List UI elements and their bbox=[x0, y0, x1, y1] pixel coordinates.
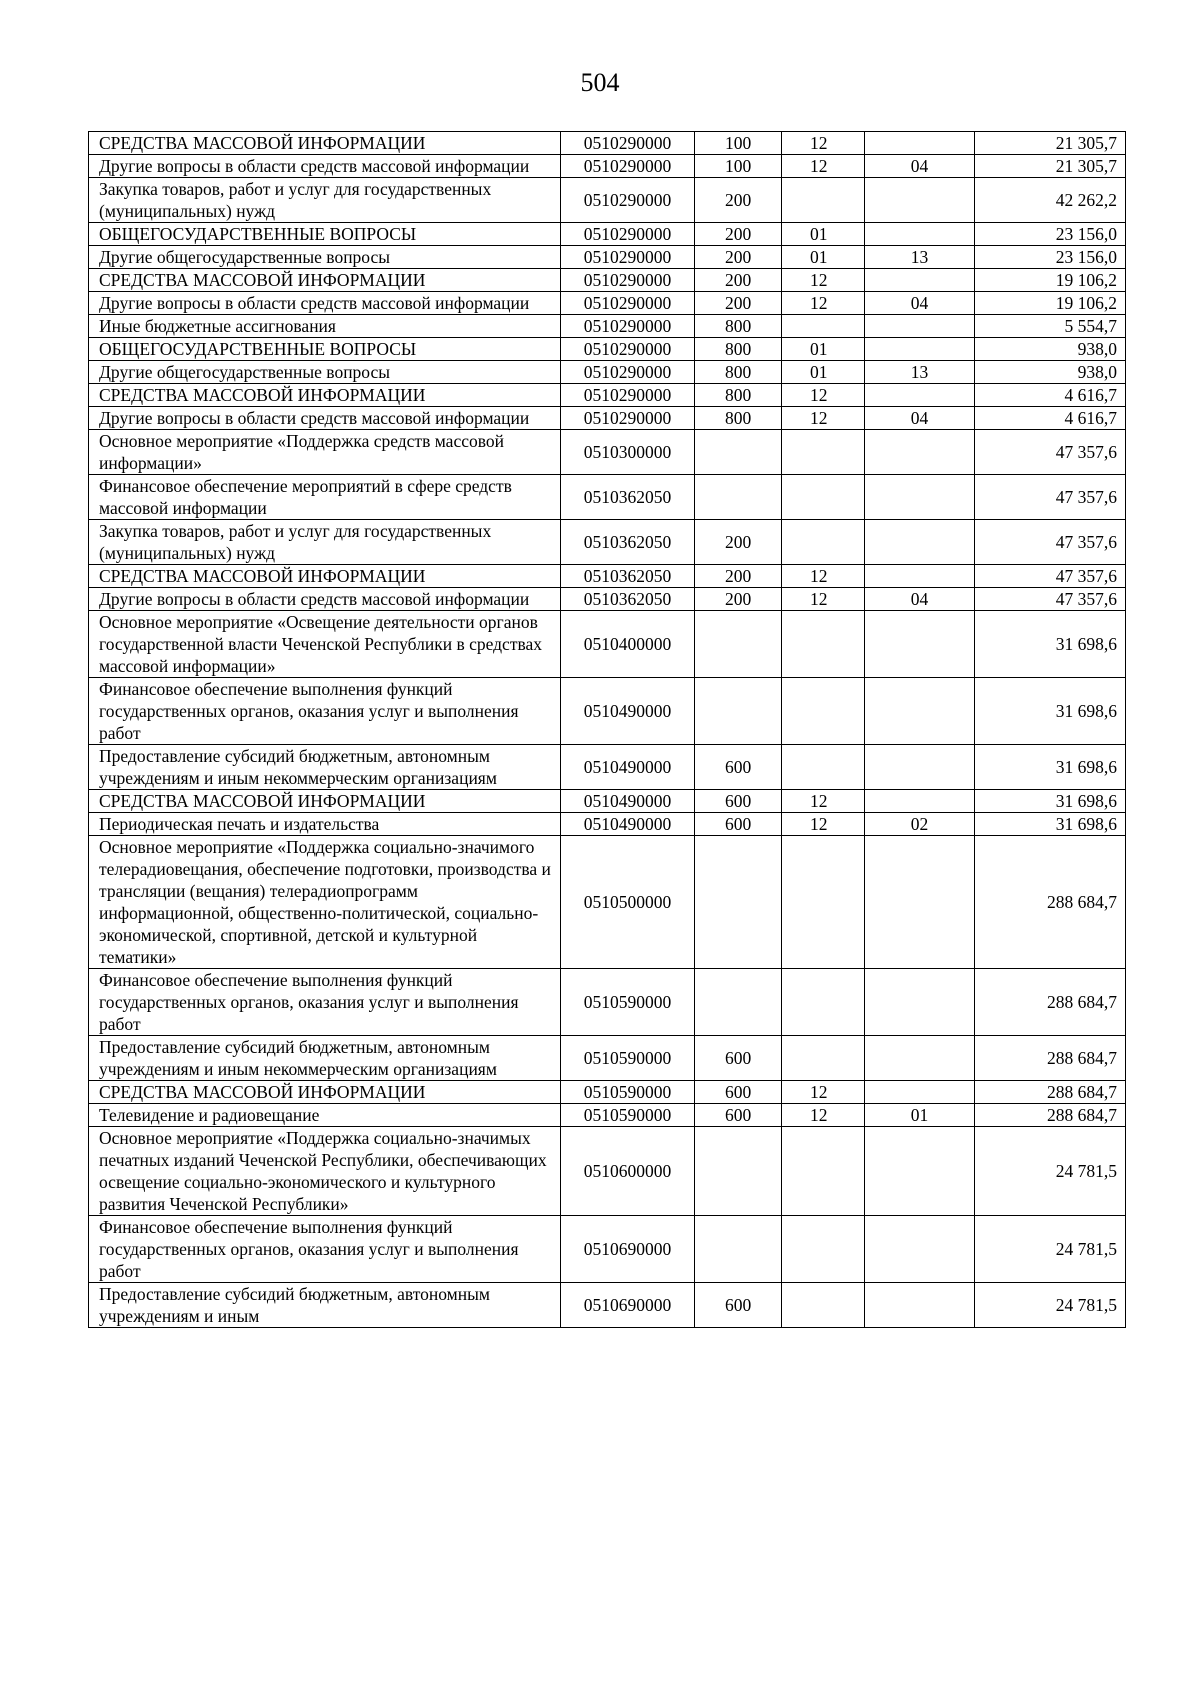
amount-cell: 938,0 bbox=[975, 338, 1126, 361]
row-name-cell: Финансовое обеспечение мероприятий в сфере средств массовой информации bbox=[89, 475, 561, 520]
section-cell bbox=[782, 520, 865, 565]
subsection-cell bbox=[865, 790, 975, 813]
subsection-cell bbox=[865, 1127, 975, 1216]
section-cell: 12 bbox=[782, 588, 865, 611]
row-name-cell: Закупка товаров, работ и услуг для государственных (муниципальных) нужд bbox=[89, 520, 561, 565]
target-article-cell: 0510590000 bbox=[561, 1081, 695, 1104]
subsection-cell bbox=[865, 384, 975, 407]
target-article-cell: 0510290000 bbox=[561, 132, 695, 155]
section-cell bbox=[782, 315, 865, 338]
row-name-cell: Другие общегосударственные вопросы bbox=[89, 361, 561, 384]
expense-type-cell bbox=[695, 611, 782, 678]
table-row bbox=[89, 384, 1126, 407]
subsection-cell bbox=[865, 836, 975, 969]
target-article-cell: 0510690000 bbox=[561, 1283, 695, 1328]
expense-type-cell bbox=[695, 1216, 782, 1283]
target-article-cell: 0510400000 bbox=[561, 611, 695, 678]
row-name-cell: Основное мероприятие «Освещение деятельности органов государственной власти Чеченской Республики в средствах массовой информации» bbox=[89, 611, 561, 678]
target-article-cell: 0510290000 bbox=[561, 178, 695, 223]
subsection-cell bbox=[865, 520, 975, 565]
amount-cell: 4 616,7 bbox=[975, 384, 1126, 407]
target-article-cell: 0510500000 bbox=[561, 836, 695, 969]
subsection-cell bbox=[865, 678, 975, 745]
row-name-cell: Основное мероприятие «Поддержка средств массовой информации» bbox=[89, 430, 561, 475]
expense-type-cell: 800 bbox=[695, 361, 782, 384]
subsection-cell bbox=[865, 315, 975, 338]
subsection-cell bbox=[865, 1283, 975, 1328]
table-row bbox=[89, 745, 1126, 790]
target-article-cell: 0510590000 bbox=[561, 1036, 695, 1081]
amount-cell: 31 698,6 bbox=[975, 813, 1126, 836]
section-cell: 01 bbox=[782, 338, 865, 361]
amount-cell: 47 357,6 bbox=[975, 588, 1126, 611]
target-article-cell: 0510362050 bbox=[561, 588, 695, 611]
amount-cell: 47 357,6 bbox=[975, 565, 1126, 588]
table-row bbox=[89, 223, 1126, 246]
subsection-cell bbox=[865, 475, 975, 520]
subsection-cell: 04 bbox=[865, 292, 975, 315]
row-name-cell: СРЕДСТВА МАССОВОЙ ИНФОРМАЦИИ bbox=[89, 565, 561, 588]
target-article-cell: 0510290000 bbox=[561, 246, 695, 269]
subsection-cell bbox=[865, 1081, 975, 1104]
target-article-cell: 0510290000 bbox=[561, 384, 695, 407]
expense-type-cell: 200 bbox=[695, 292, 782, 315]
section-cell: 12 bbox=[782, 384, 865, 407]
subsection-cell bbox=[865, 745, 975, 790]
section-cell bbox=[782, 1283, 865, 1328]
expense-type-cell: 600 bbox=[695, 1104, 782, 1127]
amount-cell: 24 781,5 bbox=[975, 1127, 1126, 1216]
target-article-cell: 0510362050 bbox=[561, 475, 695, 520]
table-row bbox=[89, 155, 1126, 178]
amount-cell: 288 684,7 bbox=[975, 1081, 1126, 1104]
row-name-cell: ОБЩЕГОСУДАРСТВЕННЫЕ ВОПРОСЫ bbox=[89, 223, 561, 246]
row-name-cell: СРЕДСТВА МАССОВОЙ ИНФОРМАЦИИ bbox=[89, 384, 561, 407]
section-cell: 12 bbox=[782, 565, 865, 588]
expense-type-cell: 100 bbox=[695, 132, 782, 155]
expense-type-cell: 600 bbox=[695, 1036, 782, 1081]
table-row bbox=[89, 611, 1126, 678]
table-row bbox=[89, 565, 1126, 588]
section-cell bbox=[782, 178, 865, 223]
table-row bbox=[89, 292, 1126, 315]
target-article-cell: 0510290000 bbox=[561, 269, 695, 292]
target-article-cell: 0510290000 bbox=[561, 223, 695, 246]
target-article-cell: 0510300000 bbox=[561, 430, 695, 475]
target-article-cell: 0510290000 bbox=[561, 361, 695, 384]
subsection-cell bbox=[865, 269, 975, 292]
expense-type-cell: 800 bbox=[695, 407, 782, 430]
row-name-cell: Другие вопросы в области средств массовой информации bbox=[89, 407, 561, 430]
amount-cell: 47 357,6 bbox=[975, 520, 1126, 565]
table-row bbox=[89, 338, 1126, 361]
table-row bbox=[89, 520, 1126, 565]
section-cell: 12 bbox=[782, 1104, 865, 1127]
row-name-cell: Другие общегосударственные вопросы bbox=[89, 246, 561, 269]
subsection-cell: 13 bbox=[865, 246, 975, 269]
row-name-cell: Иные бюджетные ассигнования bbox=[89, 315, 561, 338]
section-cell bbox=[782, 969, 865, 1036]
section-cell bbox=[782, 611, 865, 678]
amount-cell: 24 781,5 bbox=[975, 1216, 1126, 1283]
table-row bbox=[89, 475, 1126, 520]
expense-type-cell: 800 bbox=[695, 338, 782, 361]
subsection-cell: 01 bbox=[865, 1104, 975, 1127]
row-name-cell: Основное мероприятие «Поддержка социально-значимого телерадиовещания, обеспечение подготовки, производства и трансляции (вещания) телерадиопрограмм информационной, общественно-политической, социально-экономической, спортивной, детской и культурной тематики» bbox=[89, 836, 561, 969]
amount-cell: 21 305,7 bbox=[975, 132, 1126, 155]
row-name-cell: СРЕДСТВА МАССОВОЙ ИНФОРМАЦИИ bbox=[89, 269, 561, 292]
expense-type-cell: 600 bbox=[695, 1081, 782, 1104]
row-name-cell: СРЕДСТВА МАССОВОЙ ИНФОРМАЦИИ bbox=[89, 1081, 561, 1104]
subsection-cell bbox=[865, 611, 975, 678]
expense-type-cell: 800 bbox=[695, 315, 782, 338]
table-row bbox=[89, 132, 1126, 155]
table-row bbox=[89, 1081, 1126, 1104]
amount-cell: 19 106,2 bbox=[975, 292, 1126, 315]
target-article-cell: 0510362050 bbox=[561, 520, 695, 565]
amount-cell: 23 156,0 bbox=[975, 246, 1126, 269]
row-name-cell: ОБЩЕГОСУДАРСТВЕННЫЕ ВОПРОСЫ bbox=[89, 338, 561, 361]
amount-cell: 47 357,6 bbox=[975, 430, 1126, 475]
subsection-cell: 02 bbox=[865, 813, 975, 836]
expense-type-cell: 600 bbox=[695, 745, 782, 790]
expense-type-cell: 200 bbox=[695, 178, 782, 223]
row-name-cell: Предоставление субсидий бюджетным, автономным учреждениям и иным некоммерческим организациям bbox=[89, 745, 561, 790]
row-name-cell: Предоставление субсидий бюджетным, автономным учреждениям и иным некоммерческим организациям bbox=[89, 1036, 561, 1081]
target-article-cell: 0510290000 bbox=[561, 407, 695, 430]
target-article-cell: 0510290000 bbox=[561, 292, 695, 315]
amount-cell: 288 684,7 bbox=[975, 1104, 1126, 1127]
expense-type-cell: 800 bbox=[695, 384, 782, 407]
row-name-cell: Периодическая печать и издательства bbox=[89, 813, 561, 836]
expense-type-cell: 200 bbox=[695, 269, 782, 292]
row-name-cell: Другие вопросы в области средств массовой информации bbox=[89, 588, 561, 611]
table-row bbox=[89, 430, 1126, 475]
table-body bbox=[89, 132, 1126, 1328]
expense-type-cell: 600 bbox=[695, 790, 782, 813]
subsection-cell: 04 bbox=[865, 155, 975, 178]
expense-type-cell: 100 bbox=[695, 155, 782, 178]
section-cell: 12 bbox=[782, 407, 865, 430]
target-article-cell: 0510600000 bbox=[561, 1127, 695, 1216]
expense-type-cell: 200 bbox=[695, 520, 782, 565]
table-row bbox=[89, 178, 1126, 223]
section-cell: 12 bbox=[782, 790, 865, 813]
target-article-cell: 0510490000 bbox=[561, 790, 695, 813]
section-cell: 12 bbox=[782, 1081, 865, 1104]
target-article-cell: 0510590000 bbox=[561, 1104, 695, 1127]
row-name-cell: Финансовое обеспечение выполнения функций государственных органов, оказания услуг и выполнения работ bbox=[89, 678, 561, 745]
section-cell bbox=[782, 678, 865, 745]
target-article-cell: 0510362050 bbox=[561, 565, 695, 588]
table-row bbox=[89, 246, 1126, 269]
table-row bbox=[89, 315, 1126, 338]
section-cell bbox=[782, 475, 865, 520]
amount-cell: 288 684,7 bbox=[975, 1036, 1126, 1081]
row-name-cell: Финансовое обеспечение выполнения функций государственных органов, оказания услуг и выполнения работ bbox=[89, 1216, 561, 1283]
row-name-cell: Предоставление субсидий бюджетным, автономным учреждениям и иным bbox=[89, 1283, 561, 1328]
row-name-cell: СРЕДСТВА МАССОВОЙ ИНФОРМАЦИИ bbox=[89, 790, 561, 813]
target-article-cell: 0510290000 bbox=[561, 338, 695, 361]
target-article-cell: 0510490000 bbox=[561, 813, 695, 836]
expense-type-cell bbox=[695, 1127, 782, 1216]
section-cell: 01 bbox=[782, 246, 865, 269]
amount-cell: 24 781,5 bbox=[975, 1283, 1126, 1328]
subsection-cell bbox=[865, 178, 975, 223]
section-cell: 12 bbox=[782, 292, 865, 315]
amount-cell: 23 156,0 bbox=[975, 223, 1126, 246]
table-row bbox=[89, 1127, 1126, 1216]
table-row bbox=[89, 361, 1126, 384]
amount-cell: 288 684,7 bbox=[975, 969, 1126, 1036]
expense-type-cell: 200 bbox=[695, 246, 782, 269]
section-cell: 01 bbox=[782, 361, 865, 384]
subsection-cell: 04 bbox=[865, 588, 975, 611]
target-article-cell: 0510290000 bbox=[561, 315, 695, 338]
expense-type-cell: 600 bbox=[695, 813, 782, 836]
amount-cell: 31 698,6 bbox=[975, 678, 1126, 745]
subsection-cell: 13 bbox=[865, 361, 975, 384]
amount-cell: 4 616,7 bbox=[975, 407, 1126, 430]
row-name-cell: Закупка товаров, работ и услуг для государственных (муниципальных) нужд bbox=[89, 178, 561, 223]
amount-cell: 42 262,2 bbox=[975, 178, 1126, 223]
amount-cell: 47 357,6 bbox=[975, 475, 1126, 520]
table-row bbox=[89, 836, 1126, 969]
subsection-cell bbox=[865, 338, 975, 361]
table-row bbox=[89, 1104, 1126, 1127]
expense-type-cell bbox=[695, 836, 782, 969]
expense-type-cell bbox=[695, 430, 782, 475]
expense-type-cell: 200 bbox=[695, 223, 782, 246]
expense-type-cell bbox=[695, 969, 782, 1036]
amount-cell: 21 305,7 bbox=[975, 155, 1126, 178]
amount-cell: 288 684,7 bbox=[975, 836, 1126, 969]
subsection-cell bbox=[865, 223, 975, 246]
section-cell bbox=[782, 1216, 865, 1283]
target-article-cell: 0510490000 bbox=[561, 678, 695, 745]
subsection-cell bbox=[865, 565, 975, 588]
section-cell: 12 bbox=[782, 132, 865, 155]
section-cell: 12 bbox=[782, 813, 865, 836]
expense-type-cell bbox=[695, 475, 782, 520]
section-cell: 12 bbox=[782, 269, 865, 292]
amount-cell: 938,0 bbox=[975, 361, 1126, 384]
subsection-cell bbox=[865, 430, 975, 475]
table-row bbox=[89, 678, 1126, 745]
target-article-cell: 0510490000 bbox=[561, 745, 695, 790]
target-article-cell: 0510590000 bbox=[561, 969, 695, 1036]
amount-cell: 31 698,6 bbox=[975, 745, 1126, 790]
row-name-cell: Основное мероприятие «Поддержка социально-значимых печатных изданий Чеченской Республики, обеспечивающих освещение социально-экономического и культурного развития Чеченской Республики» bbox=[89, 1127, 561, 1216]
section-cell: 12 bbox=[782, 155, 865, 178]
amount-cell: 5 554,7 bbox=[975, 315, 1126, 338]
expense-type-cell bbox=[695, 678, 782, 745]
table-row bbox=[89, 269, 1126, 292]
section-cell bbox=[782, 1036, 865, 1081]
expense-type-cell: 200 bbox=[695, 565, 782, 588]
section-cell bbox=[782, 430, 865, 475]
expense-type-cell: 200 bbox=[695, 588, 782, 611]
subsection-cell bbox=[865, 132, 975, 155]
row-name-cell: Телевидение и радиовещание bbox=[89, 1104, 561, 1127]
budget-table bbox=[88, 131, 1126, 1328]
table-row bbox=[89, 1036, 1126, 1081]
section-cell bbox=[782, 836, 865, 969]
page-number: 504 bbox=[580, 68, 620, 97]
table-row bbox=[89, 790, 1126, 813]
subsection-cell bbox=[865, 969, 975, 1036]
subsection-cell bbox=[865, 1216, 975, 1283]
section-cell bbox=[782, 1127, 865, 1216]
table-row bbox=[89, 588, 1126, 611]
row-name-cell: Другие вопросы в области средств массовой информации bbox=[89, 292, 561, 315]
table-row bbox=[89, 1283, 1126, 1328]
expense-type-cell: 600 bbox=[695, 1283, 782, 1328]
amount-cell: 19 106,2 bbox=[975, 269, 1126, 292]
row-name-cell: Другие вопросы в области средств массовой информации bbox=[89, 155, 561, 178]
row-name-cell: СРЕДСТВА МАССОВОЙ ИНФОРМАЦИИ bbox=[89, 132, 561, 155]
amount-cell: 31 698,6 bbox=[975, 611, 1126, 678]
section-cell: 01 bbox=[782, 223, 865, 246]
subsection-cell: 04 bbox=[865, 407, 975, 430]
target-article-cell: 0510690000 bbox=[561, 1216, 695, 1283]
table-row bbox=[89, 969, 1126, 1036]
subsection-cell bbox=[865, 1036, 975, 1081]
row-name-cell: Финансовое обеспечение выполнения функций государственных органов, оказания услуг и выполнения работ bbox=[89, 969, 561, 1036]
table-row bbox=[89, 813, 1126, 836]
target-article-cell: 0510290000 bbox=[561, 155, 695, 178]
table-row bbox=[89, 407, 1126, 430]
amount-cell: 31 698,6 bbox=[975, 790, 1126, 813]
table-row bbox=[89, 1216, 1126, 1283]
section-cell bbox=[782, 745, 865, 790]
